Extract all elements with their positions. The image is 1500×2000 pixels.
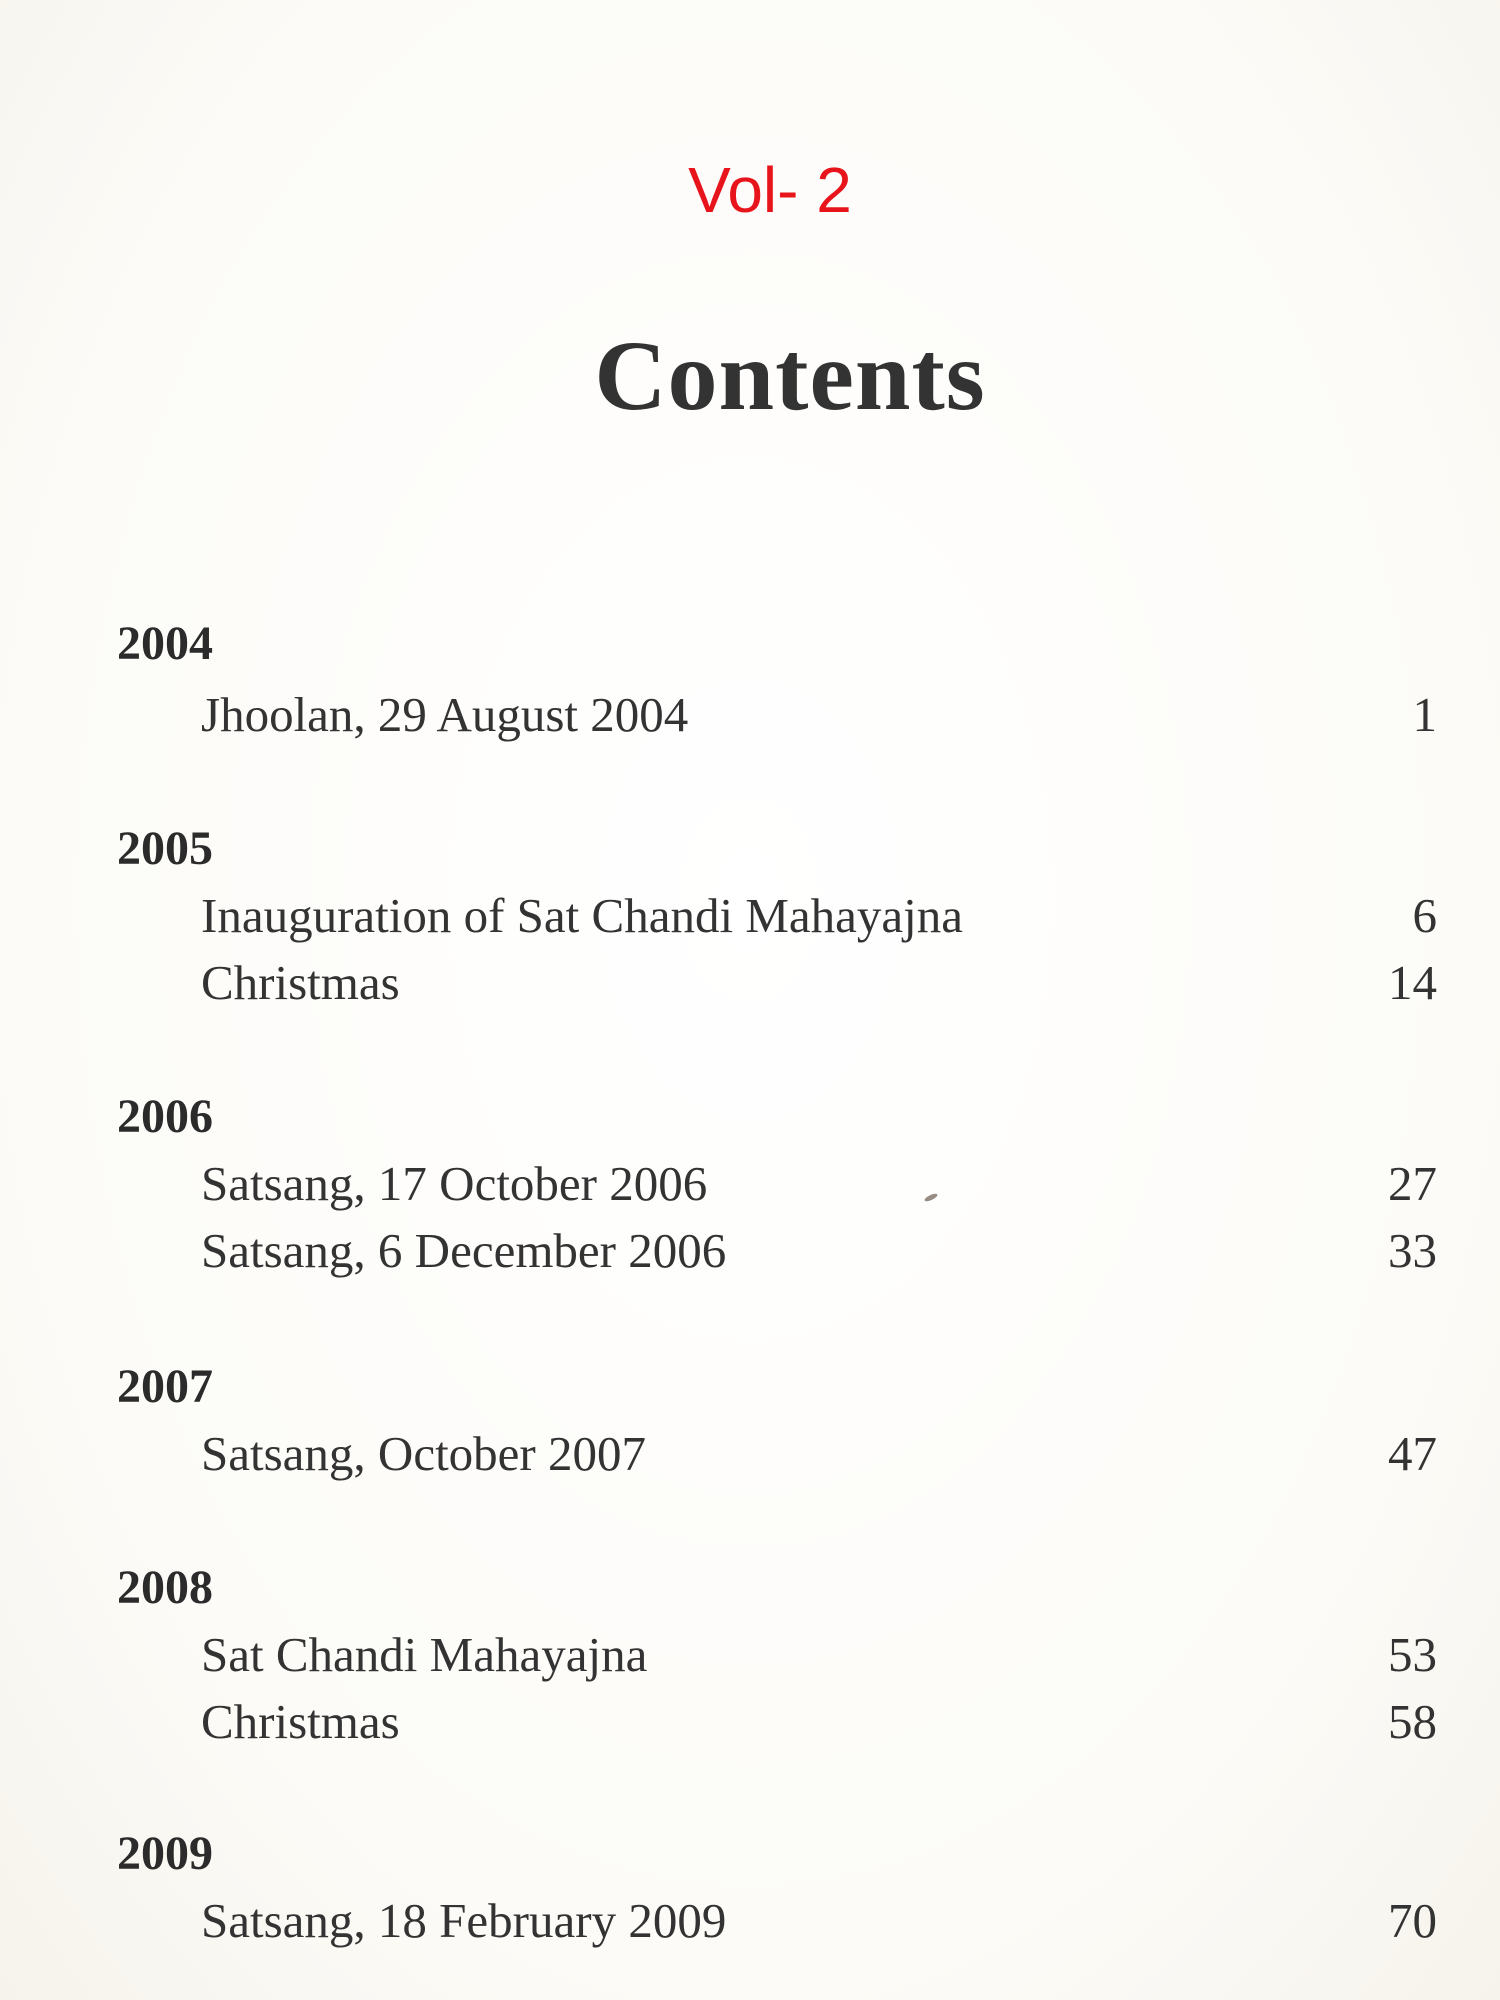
toc-entry[interactable] xyxy=(201,1156,1437,1219)
year-heading: 2005 xyxy=(117,822,213,875)
toc-entry[interactable] xyxy=(201,955,1437,1018)
year-section-2006 xyxy=(117,1090,1437,1278)
toc-entry-page: 1 xyxy=(1412,687,1437,742)
toc-entry-title: Satsang, October 2007 xyxy=(201,1426,646,1481)
toc-entry-page: 47 xyxy=(1388,1426,1437,1481)
toc-entry-title: Satsang, 18 February 2009 xyxy=(201,1893,727,1948)
volume-label: Vol- 2 xyxy=(688,154,852,226)
toc-entry-page: 27 xyxy=(1388,1156,1437,1211)
toc-entry[interactable] xyxy=(201,1426,1437,1489)
year-section-2008 xyxy=(117,1561,1437,1749)
toc-entry[interactable] xyxy=(201,888,1437,951)
toc-entry[interactable] xyxy=(201,1627,1437,1690)
year-heading: 2009 xyxy=(117,1827,213,1880)
year-heading: 2006 xyxy=(117,1090,213,1143)
year-section-2004 xyxy=(117,617,1437,742)
toc-entry-title: Satsang, 17 October 2006 xyxy=(201,1156,708,1211)
toc-entry[interactable] xyxy=(201,1893,1437,1956)
toc-entry-page: 53 xyxy=(1388,1627,1437,1682)
toc-entry-title: Christmas xyxy=(201,1694,400,1749)
toc-entry-title: Inauguration of Sat Chandi Mahayajna xyxy=(201,888,964,943)
toc-entry-title: Satsang, 6 December 2006 xyxy=(201,1223,727,1278)
toc-entry-page: 33 xyxy=(1388,1223,1437,1278)
year-section-2009 xyxy=(117,1827,1437,1948)
toc-entry-title: Sat Chandi Mahayajna xyxy=(201,1627,648,1682)
toc-entry-page: 58 xyxy=(1388,1694,1437,1749)
toc-entry-page: 14 xyxy=(1388,955,1437,1010)
toc-entry[interactable] xyxy=(201,1694,1437,1757)
toc-entry[interactable] xyxy=(201,1223,1437,1286)
year-section-2007 xyxy=(117,1360,1437,1481)
year-heading: 2004 xyxy=(117,617,213,670)
toc-entry-title: Christmas xyxy=(201,955,400,1010)
toc-entry-page: 70 xyxy=(1388,1893,1437,1948)
year-heading: 2007 xyxy=(117,1360,213,1413)
toc-entry[interactable] xyxy=(201,687,1437,750)
toc-entry-title: Jhoolan, 29 August 2004 xyxy=(201,687,689,742)
year-section-2005 xyxy=(117,822,1437,1010)
year-heading: 2008 xyxy=(117,1561,213,1614)
toc-entry-page: 6 xyxy=(1412,888,1437,943)
page-title: Contents xyxy=(594,320,986,431)
